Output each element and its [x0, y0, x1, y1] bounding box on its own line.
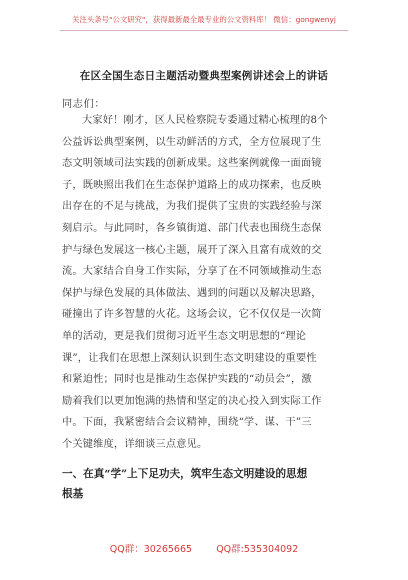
document-title: 在区全国生态日主题活动暨典型案例讲述会上的讲话 [79, 70, 329, 82]
body-line: 个关键维度，详细谈三点意见。 [62, 438, 208, 450]
body-line: 课”，让我们在思想上深刻认识到生态文明建设的重要性 [62, 352, 317, 364]
header-banner: 关注头条号"公文研究"，获得最新最全最专业的公文资料库！ 微信：gongwenyj [72, 15, 336, 24]
salutation: 同志们： [62, 99, 106, 110]
body-line: 刻启示。与此同时，各乡镇街道、部门代表也围绕生态保 [62, 222, 322, 234]
footer-contact: QQ群：30265665 QQ群:535304092 [109, 544, 299, 555]
header-divider [60, 30, 348, 31]
body-line: 流。大家结合自身工作实际，分享了在不同领域推动生态 [62, 266, 322, 278]
body-line: 碰撞出了许多智慧的火花。这场会议，它不仅仅是一次简 [62, 309, 322, 321]
body-line: 和紧迫性；同时也是推动生态保护实践的“动员会”，激 [62, 374, 312, 386]
section-heading [62, 464, 357, 504]
heading-line: 一、在真“学”上下足功夫，筑牢生态文明建设的思想 [62, 468, 308, 480]
body-line: 中。下面，我紧密结合会议精神，围绕“学、谋、干”三 [62, 417, 312, 429]
body-paragraph [62, 110, 349, 456]
body-line: 大家好！刚才，区人民检察院专委通过精心梳理的8个 [82, 115, 328, 126]
body-line: 出存在的不足与挑战，为我们提供了宝贵的实践经验与深 [62, 201, 322, 213]
body-line: 公益诉讼典型案例，以生动鲜活的方式，全方位展现了生 [62, 136, 322, 148]
body-line: 保护与绿色发展的具体做法、遇到的问题以及解决思路， [62, 287, 322, 299]
heading-line: 根基 [62, 488, 84, 500]
body-line: 单的活动，更是我们贯彻习近平生态文明思想的“理论 [62, 330, 307, 342]
body-line: 态文明领域司法实践的创新成果。这些案例就像一面面镜 [62, 158, 322, 170]
body-line: 护与绿色发展这一核心主题，展开了深入且富有成效的交 [62, 244, 322, 256]
body-line: 励着我们以更加饱满的热情和坚定的决心投入到实际工作 [62, 395, 322, 407]
body-line: 子，既映照出我们在生态保护道路上的成功探索，也反映 [62, 179, 322, 191]
